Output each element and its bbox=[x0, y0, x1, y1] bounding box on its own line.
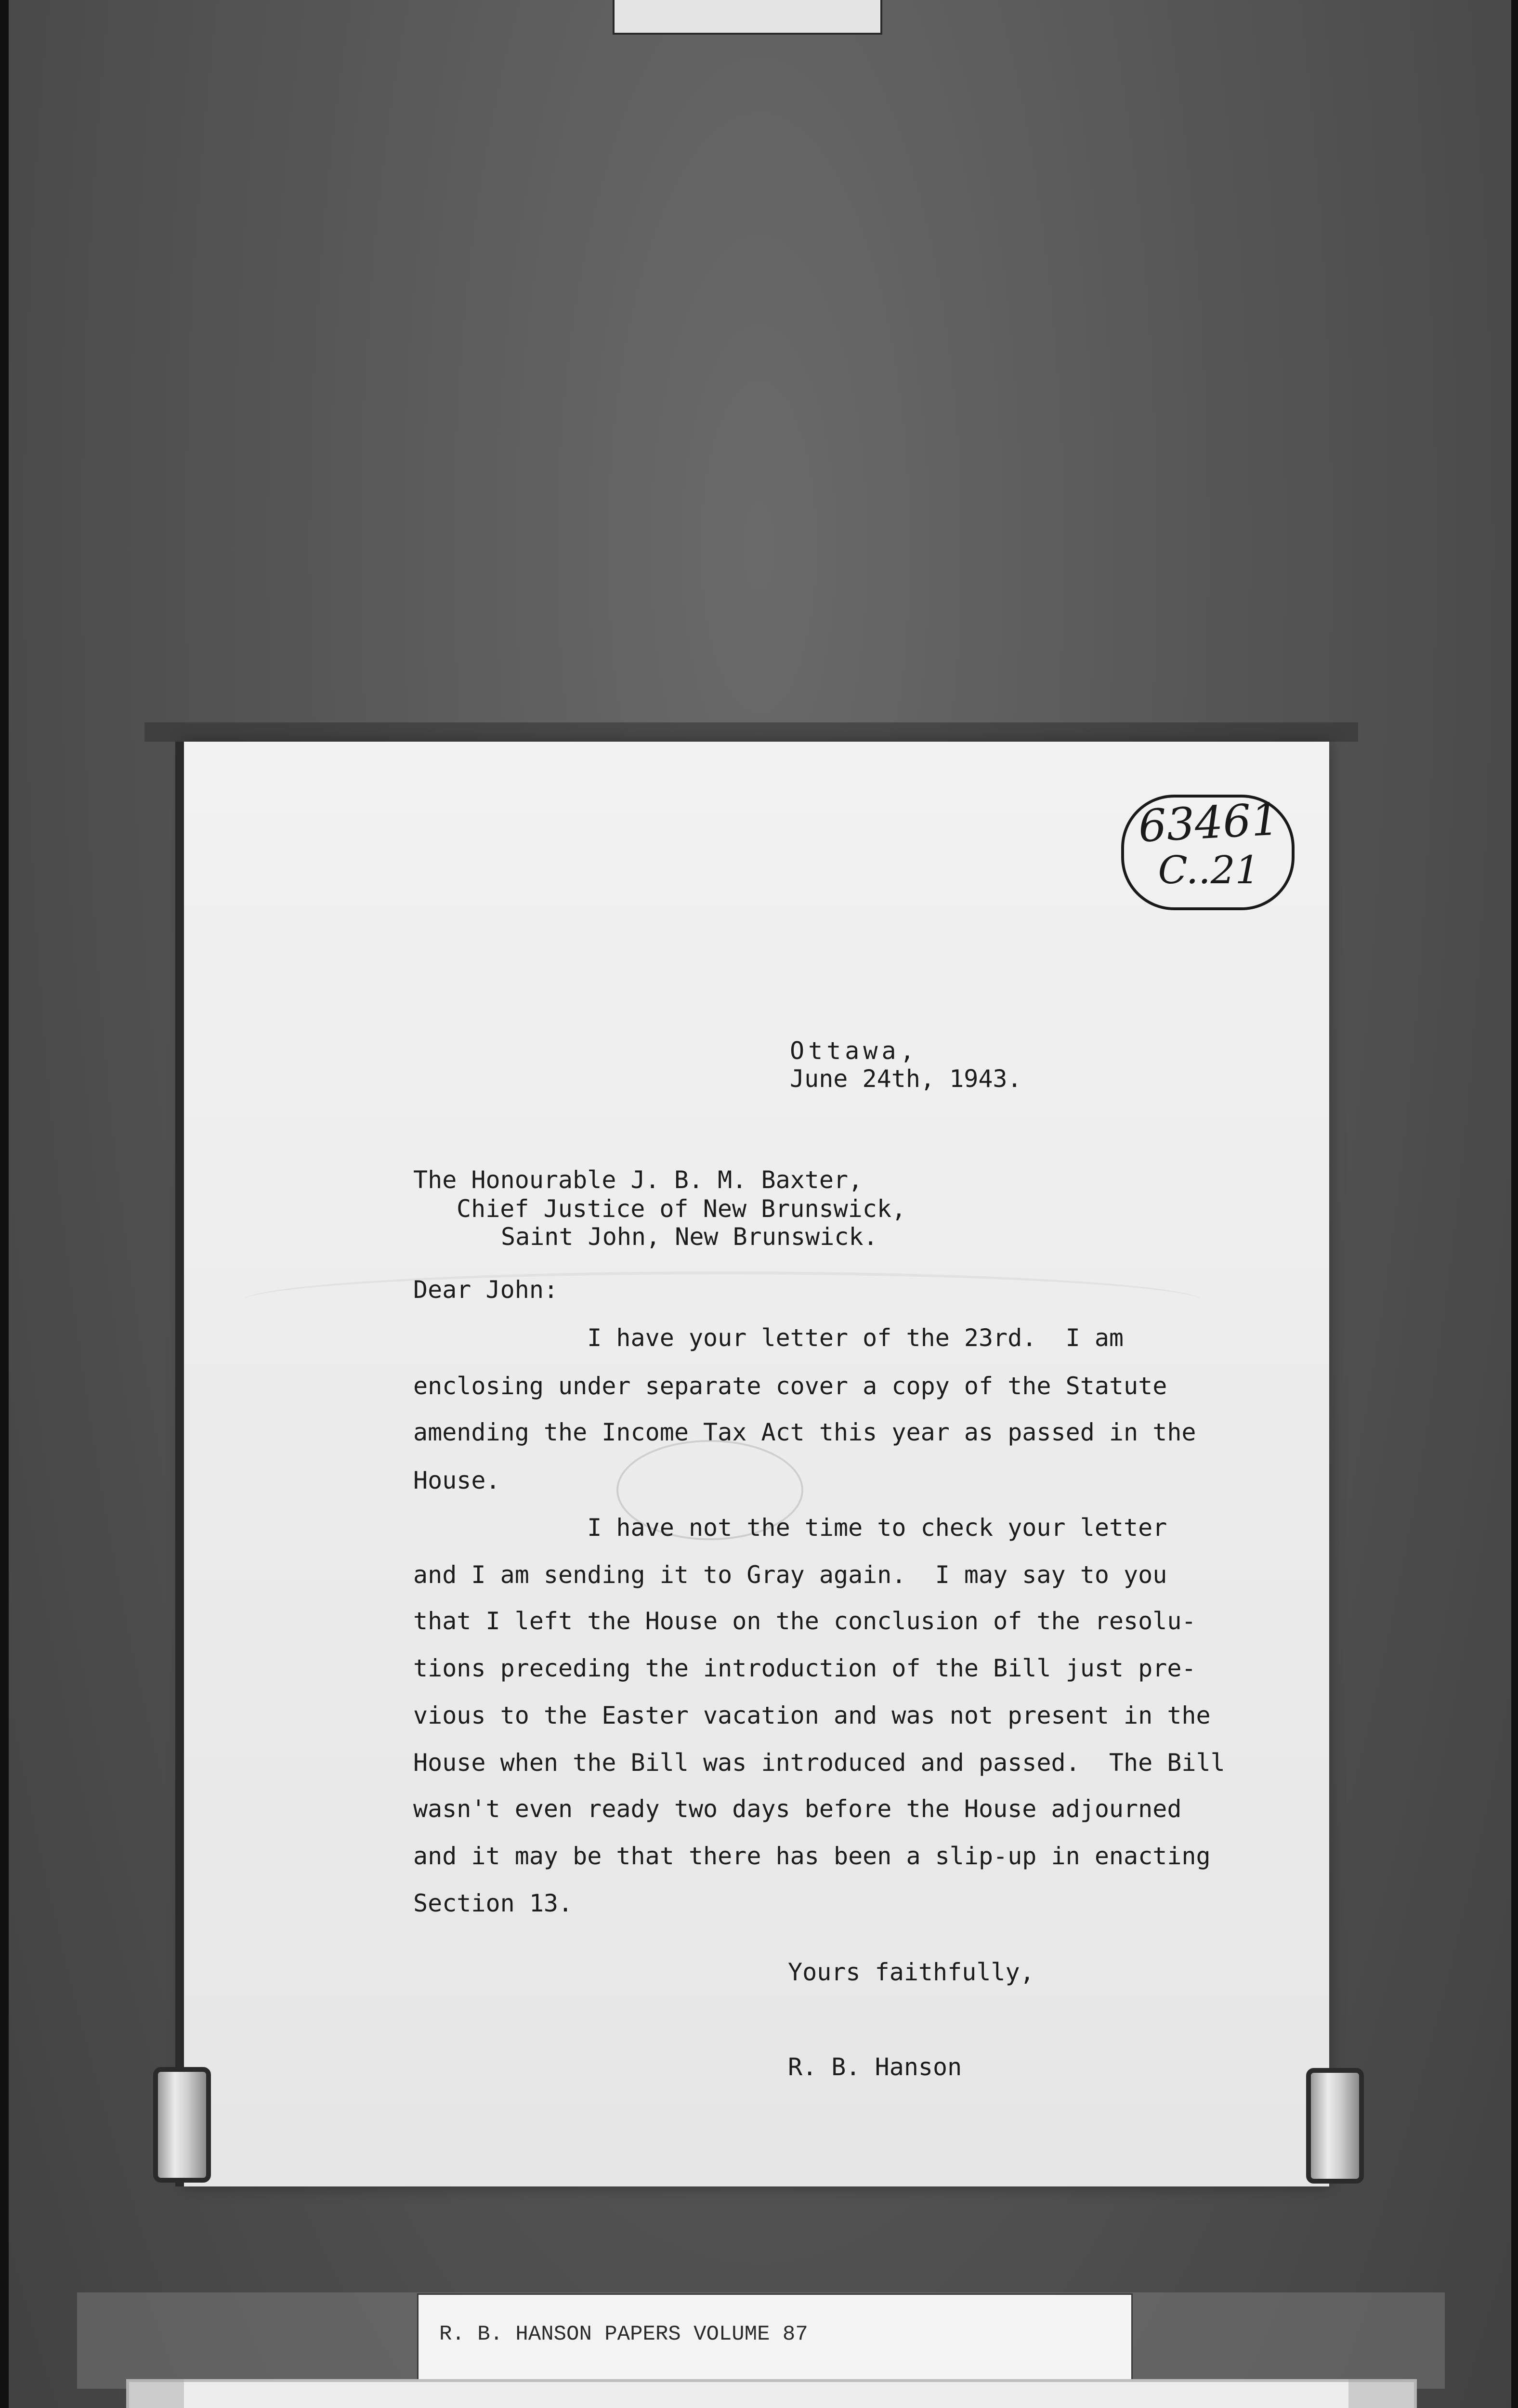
salutation: Dear John: bbox=[413, 1276, 559, 1304]
body-line: and it may be that there has been a slip-up in enacting bbox=[413, 1842, 1211, 1870]
document-number: 63461 bbox=[1137, 793, 1281, 852]
paper-clip-right bbox=[1306, 2068, 1364, 2184]
letter-city: Ottawa, bbox=[790, 1037, 918, 1065]
document-subnumber: C..21 bbox=[1158, 848, 1260, 892]
archive-card bbox=[126, 2379, 1417, 2408]
top-clip-tab bbox=[613, 0, 882, 35]
body-line: vious to the Easter vacation and was not present in the bbox=[413, 1701, 1211, 1729]
closing: Yours faithfully, bbox=[788, 1958, 1034, 1986]
body-line: I have not the time to check your letter bbox=[413, 1514, 1167, 1542]
paper-clip-left bbox=[153, 2067, 211, 2183]
volume-label: R. B. HANSON PAPERS VOLUME 87 bbox=[439, 2322, 808, 2346]
card-tape-left bbox=[126, 2379, 184, 2408]
card-tape-right bbox=[1348, 2379, 1417, 2408]
letter-date: June 24th, 1943. bbox=[790, 1065, 1022, 1093]
body-line: House when the Bill was introduced and passed. The Bill bbox=[413, 1749, 1225, 1777]
body-line: wasn't even ready two days before the House adjourned bbox=[413, 1795, 1182, 1823]
body-line: enclosing under separate cover a copy of the Statute bbox=[413, 1372, 1167, 1400]
body-line: that I left the House on the conclusion of the resolu- bbox=[413, 1607, 1196, 1635]
body-line: Section 13. bbox=[413, 1889, 573, 1917]
body-line: House. bbox=[413, 1466, 500, 1494]
recipient-line: Chief Justice of New Brunswick, bbox=[457, 1195, 906, 1223]
film-edge-right bbox=[1511, 0, 1518, 2408]
body-line: I have your letter of the 23rd. I am bbox=[413, 1324, 1124, 1352]
film-edge-left bbox=[0, 0, 9, 2408]
body-line: and I am sending it to Gray again. I may say to you bbox=[413, 1561, 1167, 1589]
signature-name: R. B. Hanson bbox=[788, 2053, 962, 2081]
letter-shadow bbox=[144, 722, 1358, 742]
body-line: tions preceding the introduction of the Bill just pre- bbox=[413, 1654, 1196, 1682]
recipient-line: Saint John, New Brunswick. bbox=[501, 1223, 878, 1251]
body-line: amending the Income Tax Act this year as passed in the bbox=[413, 1418, 1196, 1446]
recipient-line: The Honourable J. B. M. Baxter, bbox=[413, 1166, 863, 1194]
